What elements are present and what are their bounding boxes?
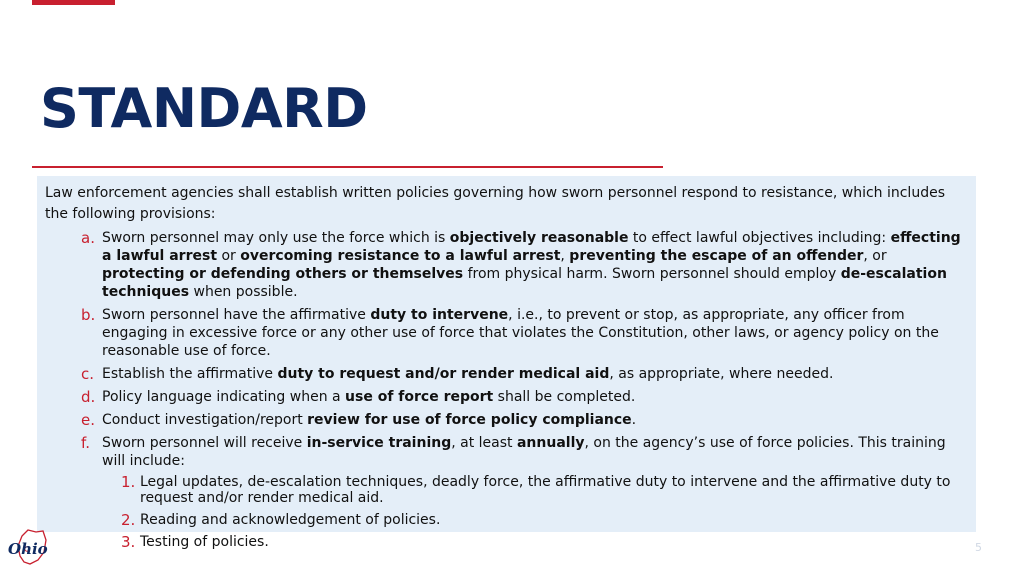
text-run: , i.e., to prevent or stop, as appropriate, any officer from engaging in excessive force or any other use of force that violates the Constitution, other laws, or agency policy on the reasonable use of force. [102, 307, 939, 359]
text-run: from physical harm. Sworn personnel should employ [463, 266, 841, 282]
text-run: to effect lawful objectives including: [628, 230, 891, 246]
list-item-b [81, 306, 968, 360]
bold-phrase: use of force report [345, 389, 494, 405]
bold-phrase: duty to request and/or render medical aid [277, 366, 610, 382]
ohio-logo [6, 528, 54, 572]
sublist-item-text: Legal updates, de-escalation techniques, deadly force, the affirmative duty to intervene and the affirmative duty to request and/or render medical aid. [140, 474, 951, 506]
page-number: 5 [975, 541, 982, 554]
list-item-text [102, 435, 946, 469]
text-run: Establish the affirmative [102, 366, 278, 382]
sublist-item-1 [121, 473, 952, 506]
list-item-a [81, 229, 964, 301]
sublist-marker: 1. [121, 473, 136, 491]
bold-phrase: duty to intervene [370, 307, 509, 323]
list-item-f [81, 434, 964, 470]
sublist-item-text: Testing of policies. [140, 534, 269, 550]
sublist-item-3 [121, 533, 952, 551]
title-divider [32, 166, 663, 168]
text-run: shall be completed. [493, 389, 636, 405]
list-marker: b. [81, 306, 96, 324]
text-run: , at least [451, 435, 517, 451]
intro-paragraph: Law enforcement agencies shall establish written policies governing how sworn personnel respond to resistance, which includes the following provisions: [45, 185, 945, 222]
text-run: Sworn personnel may only use the force which is [102, 230, 450, 246]
sublist-marker: 3. [121, 533, 136, 551]
text-run: Sworn personnel have the affirmative [102, 307, 371, 323]
logo-text: Ohio [8, 540, 48, 558]
bold-phrase: objectively reasonable [449, 230, 629, 246]
text-run: . [631, 412, 637, 428]
bold-phrase: effecting a lawful arrest [102, 230, 961, 264]
bold-phrase: review for use of force policy compliance [307, 412, 632, 428]
list-item-text [102, 307, 939, 359]
bold-phrase: preventing the escape of an offender [569, 248, 864, 264]
slide-title: STANDARD [40, 77, 368, 140]
text-run: , on the agency’s use of force policies. This training will include: [102, 435, 946, 469]
sublist-item-2 [121, 511, 952, 529]
list-item-e [81, 411, 964, 429]
text-run: , as appropriate, where needed. [609, 366, 834, 382]
text-run: when possible. [189, 284, 298, 300]
bold-phrase: protecting or defending others or themselves [102, 266, 464, 282]
list-marker: f. [81, 434, 90, 452]
bold-phrase: annually [516, 435, 585, 451]
list-item-c [81, 365, 964, 383]
list-item-text [102, 366, 833, 382]
list-marker: c. [81, 365, 95, 383]
ohio-logo-icon [6, 528, 54, 568]
bold-phrase: overcoming resistance to a lawful arrest [240, 248, 561, 264]
bold-phrase: in-service training [306, 435, 452, 451]
list-item-text [102, 389, 635, 405]
list-marker: a. [81, 229, 95, 247]
list-item-text [102, 412, 636, 428]
text-run: Conduct investigation/report [102, 412, 308, 428]
bold-phrase: de-escalation techniques [102, 266, 947, 300]
text-run: Policy language indicating when a [102, 389, 346, 405]
text-run: , [560, 248, 570, 264]
list-marker: d. [81, 388, 96, 406]
text-run: or [217, 248, 241, 264]
list-item-d [81, 388, 964, 406]
list-item-text [102, 230, 961, 300]
text-run: Sworn personnel will receive [102, 435, 307, 451]
list-marker: e. [81, 411, 95, 429]
sublist-item-text: Reading and acknowledgement of policies. [140, 512, 441, 528]
text-run: , or [863, 248, 887, 264]
top-accent-bar [32, 0, 115, 5]
sublist-marker: 2. [121, 511, 136, 529]
